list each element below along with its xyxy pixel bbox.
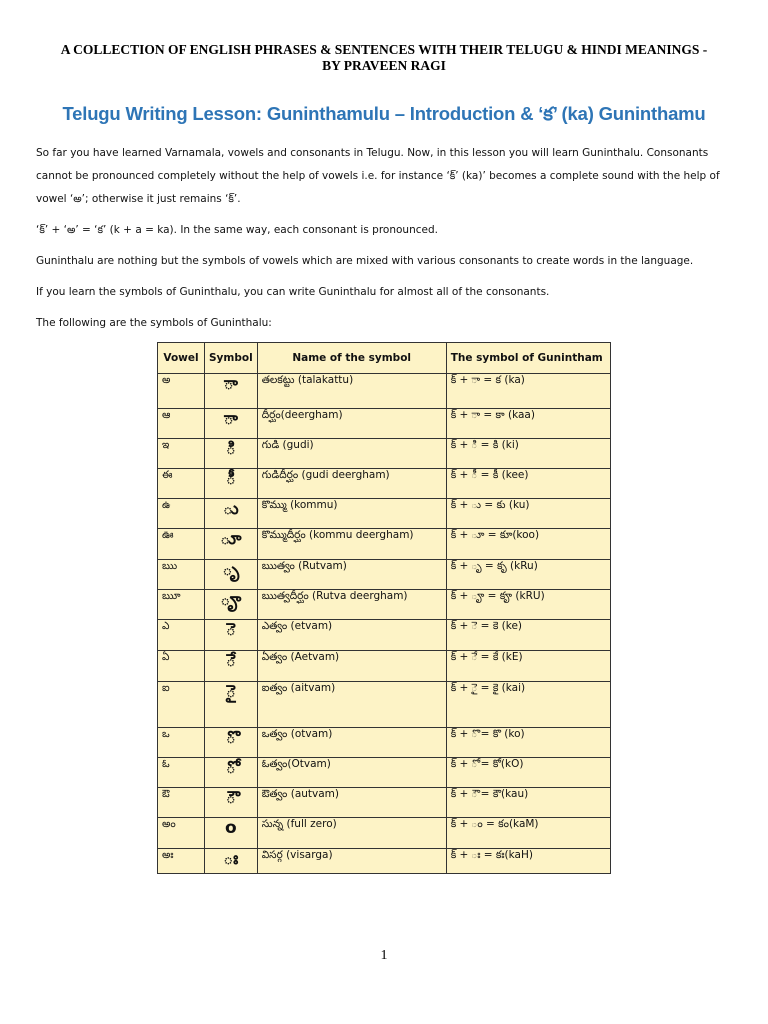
row-symbol-name: ఏత్వం (Aetvam) <box>257 651 446 682</box>
row-symbol-name: కొమ్ము (kommu) <box>257 499 446 529</box>
row-gunintham: క్ + ం = కం(kaM) <box>446 818 610 849</box>
row-symbol: ొ <box>205 728 258 758</box>
guninthalu-usage-paragraph: If you learn the symbols of Guninthalu, you can write Guninthalu for almost all of the consonants. <box>36 286 550 298</box>
row-gunintham: క్ + ృ = కృ (kRu) <box>446 560 610 590</box>
row-vowel: ఇ <box>158 439 205 469</box>
table-row <box>158 409 611 439</box>
row-symbol: ు <box>205 499 258 529</box>
example-paragraph: ‘క్’ + ‘అ’ = ‘క’ (k + a = ka). In the same way, each consonant is pronounced. <box>36 224 438 236</box>
row-vowel: అం <box>158 818 205 849</box>
row-vowel: ౠ <box>158 590 205 620</box>
intro-paragraph: So far you have learned Varnamala, vowels and consonants in Telugu. Now, in this lesson you will learn Guninthalu. Consonants cannot be pronounced completely without the help of vowels i.e. for instance ‘క్’ (ka)’ becomes a complete sound with the help of vowel ‘అ’; otherwise it just remains ‘క్’. <box>36 147 720 205</box>
row-symbol: ి <box>205 439 258 469</box>
table-row <box>158 374 611 409</box>
table-row <box>158 439 611 469</box>
header-gunintham: The symbol of Gunintham <box>446 343 610 374</box>
row-symbol: ో <box>205 758 258 788</box>
row-vowel: ఔ <box>158 788 205 818</box>
row-symbol-name: ఓత్వం(Otvam) <box>257 758 446 788</box>
row-symbol: ః <box>205 849 258 874</box>
table-row <box>158 818 611 849</box>
row-vowel: ఒ <box>158 728 205 758</box>
row-gunintham: క్ + ీ = కీ (kee) <box>446 469 610 499</box>
row-symbol-name: గుడి (gudi) <box>257 439 446 469</box>
header-line-2: BY PRAVEEN RAGI <box>322 58 446 73</box>
row-vowel: ఆ <box>158 409 205 439</box>
row-symbol-name: కొమ్ముదీర్ఘం (kommu deergham) <box>257 529 446 560</box>
header-line-1: A COLLECTION OF ENGLISH PHRASES & SENTENCES WITH THEIR TELUGU & HINDI MEANINGS - <box>60 42 708 57</box>
row-vowel: ఊ <box>158 529 205 560</box>
row-symbol: ౌ <box>205 788 258 818</box>
row-gunintham: క్ + ౄ = కౄ (kRU) <box>446 590 610 620</box>
table-row <box>158 529 611 560</box>
row-gunintham: క్ + ొ = కొ (ko) <box>446 728 610 758</box>
row-symbol-name: విసర్గ (visarga) <box>257 849 446 874</box>
row-symbol-name: సున్న (full zero) <box>257 818 446 849</box>
row-symbol: ా <box>205 409 258 439</box>
row-symbol-name: ఒత్వం (otvam) <box>257 728 446 758</box>
row-gunintham: క్ + ా = కా (kaa) <box>446 409 610 439</box>
row-symbol-name: ఎత్వం (etvam) <box>257 620 446 651</box>
row-symbol: ౄ <box>205 590 258 620</box>
row-symbol: ృ <box>205 560 258 590</box>
table-row <box>158 560 611 590</box>
row-symbol: o <box>205 818 258 849</box>
row-vowel: ఉ <box>158 499 205 529</box>
row-gunintham: క్ + ౌ = కౌ(kau) <box>446 788 610 818</box>
row-vowel: ఐ <box>158 682 205 728</box>
table-row <box>158 728 611 758</box>
row-vowel: ఈ <box>158 469 205 499</box>
document-header <box>20 42 748 74</box>
table-header-row <box>158 343 611 374</box>
row-vowel: ఓ <box>158 758 205 788</box>
table-row <box>158 651 611 682</box>
header-symbol: Symbol <box>205 343 258 374</box>
header-name: Name of the symbol <box>257 343 446 374</box>
row-gunintham: క్ + ః = కః(kaH) <box>446 849 610 874</box>
header-vowel: Vowel <box>158 343 205 374</box>
row-gunintham: క్ + ో = కో(kO) <box>446 758 610 788</box>
table-row <box>158 499 611 529</box>
row-symbol: ా <box>205 374 258 409</box>
table-row <box>158 620 611 651</box>
table-row <box>158 788 611 818</box>
row-symbol-name: ఋత్వం (Rutvam) <box>257 560 446 590</box>
table-row <box>158 849 611 874</box>
row-symbol: ె <box>205 620 258 651</box>
row-symbol: ీ <box>205 469 258 499</box>
page-number: 1 <box>380 948 388 963</box>
row-vowel: ఎ <box>158 620 205 651</box>
row-vowel: అ <box>158 374 205 409</box>
row-gunintham: క్ + ె = కె (ke) <box>446 620 610 651</box>
table-row <box>158 682 611 728</box>
guninthalu-table <box>157 342 611 874</box>
row-symbol: ై <box>205 682 258 728</box>
row-gunintham: క్ + ై = కై (kai) <box>446 682 610 728</box>
table-row <box>158 758 611 788</box>
row-symbol: ే <box>205 651 258 682</box>
row-gunintham: క్ + ు = కు (ku) <box>446 499 610 529</box>
table-row <box>158 469 611 499</box>
row-vowel: ఋ <box>158 560 205 590</box>
row-symbol-name: ఔత్వం (autvam) <box>257 788 446 818</box>
table-row <box>158 590 611 620</box>
table-intro-paragraph: The following are the symbols of Guninthalu: <box>36 317 272 329</box>
row-symbol-name: ఐత్వం (aitvam) <box>257 682 446 728</box>
row-symbol-name: దీర్ఘం(deergham) <box>257 409 446 439</box>
row-symbol: ూ <box>205 529 258 560</box>
row-gunintham: క్ + ూ = కూ(koo) <box>446 529 610 560</box>
row-symbol-name: తలకట్టు (talakattu) <box>257 374 446 409</box>
guninthalu-definition-paragraph: Guninthalu are nothing but the symbols of vowels which are mixed with various consonants to create words in the language. <box>36 255 694 267</box>
row-vowel: అః <box>158 849 205 874</box>
row-gunintham: క్ + ా = క (ka) <box>446 374 610 409</box>
lesson-title: Telugu Writing Lesson: Guninthamulu – Introduction & ‘క’ (ka) Guninthamu <box>62 103 706 124</box>
row-symbol-name: గుడిదీర్ఘం (gudi deergham) <box>257 469 446 499</box>
row-gunintham: క్ + ి = కి (ki) <box>446 439 610 469</box>
row-symbol-name: ఋత్వదీర్ఘం (Rutva deergham) <box>257 590 446 620</box>
row-vowel: ఏ <box>158 651 205 682</box>
row-gunintham: క్ + ే = కే (kE) <box>446 651 610 682</box>
